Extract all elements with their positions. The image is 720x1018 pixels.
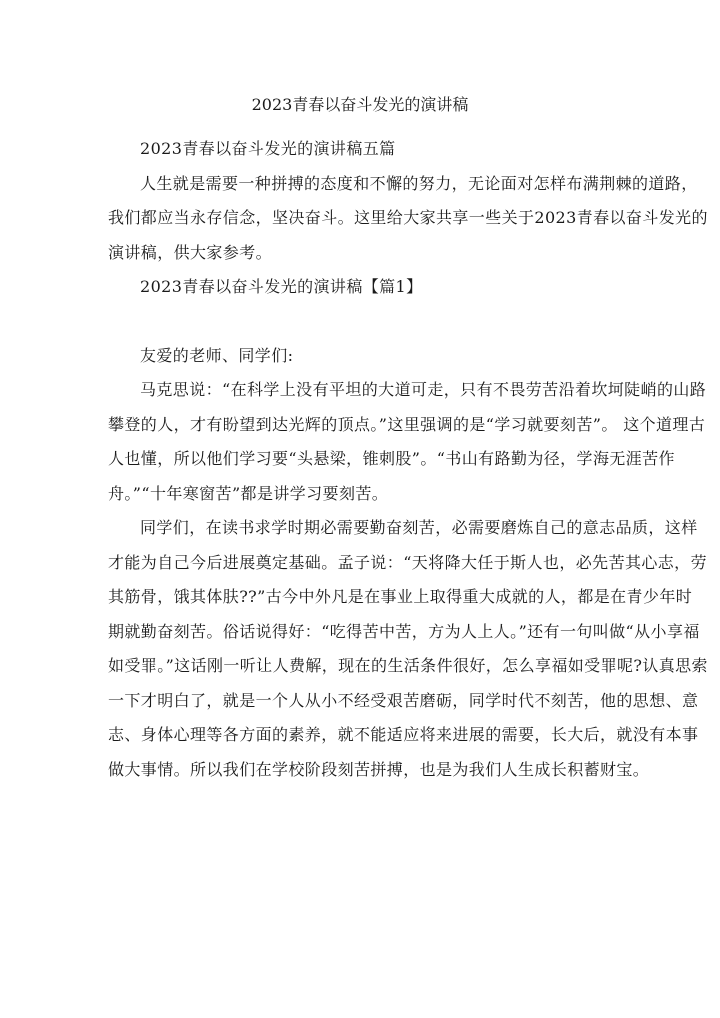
- blank-line: [108, 305, 708, 339]
- page-title: 2023青春以奋斗发光的演讲稿: [251, 95, 469, 114]
- greeting: 友爱的老师、同学们:: [140, 345, 294, 365]
- body-paragraph: 同学们，在读书求学时期必需要勤奋刻苦，必需要磨炼自己的意志品质，这样才能为自己今后进展奠定基础。孟子说：“天将降大任于斯人也，必先苦其心志，劳其筋骨，饿其体肤??”古今中外凡是在事业上取得重大成就的人，都是在青少年时期就勤奋刻苦。俗话说得好：“吃得苦中苦，方为人上人。”还有一句叫做“从小享福如受罪。”这话刚一听让人费解，现在的生活条件很好，怎么享福如受罪呢?认真思索一下才明白了，就是一个人从小不经受艰苦磨砺，同学时代不刻苦，他的思想、意志、身体心理等各方面的素养，就不能适应将来进展的需要，长大后，就没有本事做大事情。所以我们在学校阶段刻苦拼搏，也是为我们人生成长积蓄财宝。: [108, 518, 708, 779]
- document-body: [108, 132, 708, 787]
- intro-paragraph: 人生就是需要一种拼搏的态度和不懈的努力，无论面对怎样布满荆棘的道路，我们都应当永存信念，坚决奋斗。这里给大家共享一些关于2023青春以奋斗发光的演讲稿，供大家参考。: [108, 173, 708, 262]
- document-subtitle: 2023青春以奋斗发光的演讲稿五篇: [140, 139, 396, 158]
- body-paragraph: 马克思说：“在科学上没有平坦的大道可走，只有不畏劳苦沿着坎坷陡峭的山路攀登的人，才有盼望到达光辉的顶点。”这里强调的是“学习就要刻苦”。 这个道理古人也懂，所以他们学习要“头悬梁，锥刺股”。“书山有路勤为径，学海无涯苦作舟。”“十年寒窗苦”都是讲学习要刻苦。: [108, 380, 707, 503]
- section-heading: 2023青春以奋斗发光的演讲稿【篇1】: [140, 277, 423, 296]
